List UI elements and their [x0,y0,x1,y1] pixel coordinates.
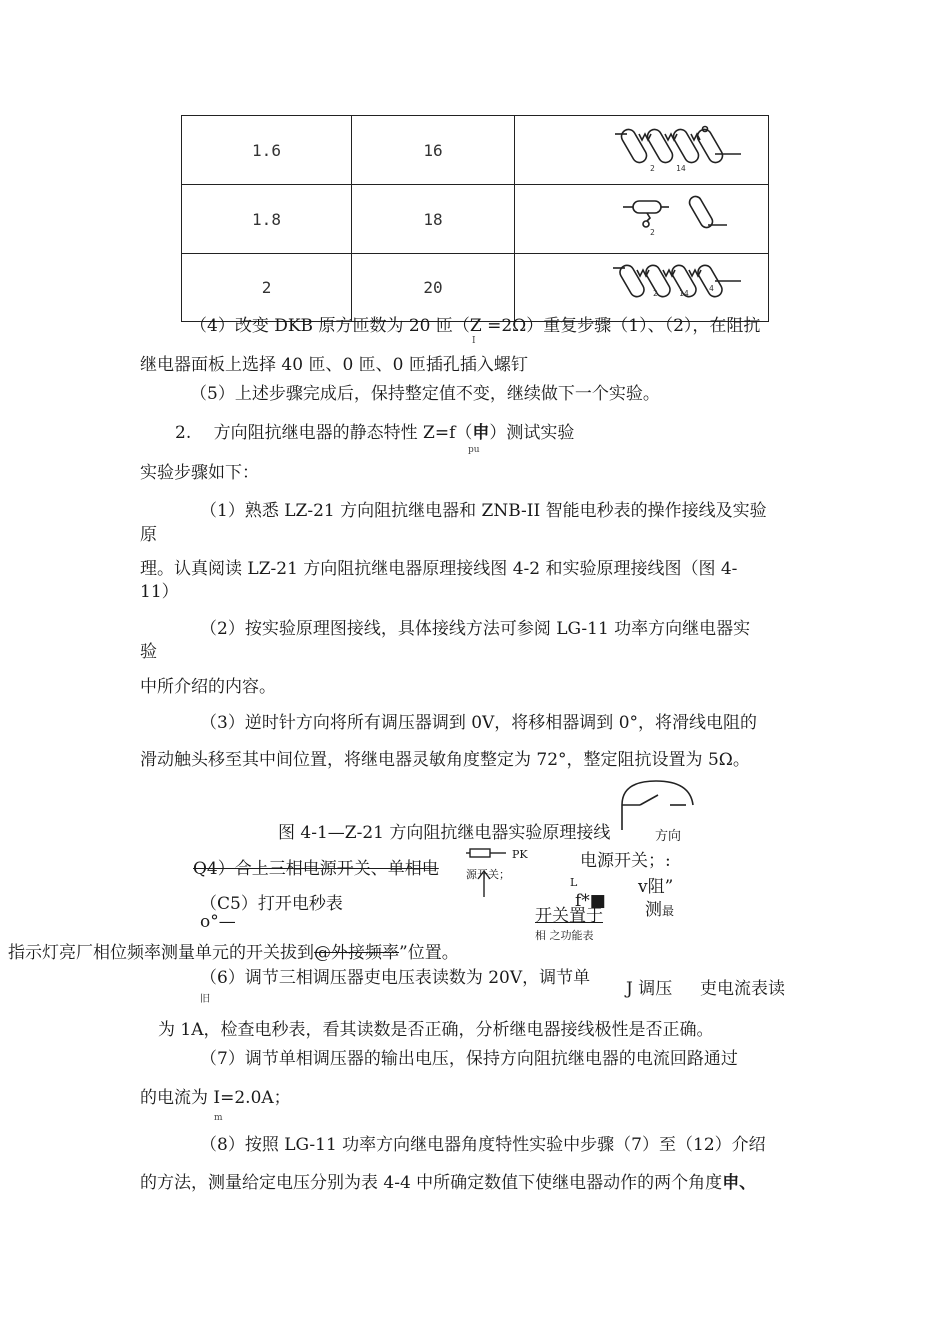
figure-label-direction: 方向 [655,829,682,844]
indicator-text-main: 指示灯亮厂相位频率测量单元的开关拔到 [8,943,314,963]
step-8-text-2-end: 申、 [722,1173,757,1193]
subscript: m [214,1113,223,1123]
indicator-text-end: ”位置。 [399,943,459,963]
step-5-fragment: （C5）打开电秒表 [200,894,343,914]
switch-position-text: 开关置于 [535,906,603,926]
figure-caption: 图 4-1—Z-21 方向阻抗继电器实验原理接线 [278,823,611,843]
table-cell: 16 [352,116,515,185]
step-7-text: （7）调节单相调压器的输出电压，保持方向阻抗继电器的电流回路通过 [200,1049,738,1069]
step-6-right-text: J 调压 [626,979,673,999]
table-row [182,185,769,254]
step-4-text: （4）改变 DKB 原方匝数为 20 匝（Z =2Ω）重复步骤（1）、（2），在阻抗 [190,316,761,336]
step-2-text: （2）按实验原理图接线，具体接线方法可参阅 LG-11 功率方向继电器实 [200,619,751,639]
figure-label: PK [512,848,528,861]
step-6-text: （6）调节三相调压器吏电压表读数为 20V，调节单 [200,968,591,988]
step-3-text-2: 滑动触头移至其中间位置，将继电器灵敏角度整定为 72°，整定阻抗设置为 5Ω。 [140,750,750,770]
step-6-right-text-2: 吏电流表读 [700,979,785,999]
step-8-text-2 [140,1172,756,1194]
subscript: I [472,336,476,346]
step-2-text-3: 中所介绍的内容。 [140,677,276,697]
step-4-fragment [193,858,439,880]
step-3-text: （3）逆时针方向将所有调压器调到 0V，将移相器调到 0°，将滑线电阻的 [200,713,758,733]
figure-label-L: L [570,876,578,889]
table-row [182,116,769,185]
coil-wiring-diagram [515,254,768,317]
table-row [182,254,769,322]
coil-wiring-diagram [515,185,768,249]
section-2-heading-text: 2. 方向阻抗继电器的静态特性 Z=f（ [175,423,473,443]
section-2-heading-end: ）测试实验 [489,423,575,443]
step-6-text-2: 为 1A，检查电秒表，看其读数是否正确，分析继电器接线极性是否正确。 [158,1020,714,1040]
coil-wiring-diagram [515,116,768,180]
step-8-text-2-main: 的方法，测量给定电压分别为表 4-4 中所确定数值下使继电器动作的两个角度 [140,1173,723,1193]
steps-intro: 实验步骤如下： [140,463,259,483]
measure-text: 测 [645,900,662,920]
step-6-below: 旧 [200,994,210,1005]
function-table-fragment: 相 之功能表 [535,929,594,942]
turns-table [181,115,769,322]
step-1-text: （1）熟悉 LZ-21 方向阻抗继电器和 ZNB-II 智能电秒表的操作接线及实验 [200,501,767,521]
table-cell: 1.6 [182,116,352,185]
wiring-diagram-cell [515,254,769,322]
diagram-label: 2 [650,164,655,173]
resistance-label: v阻” [638,877,674,897]
step-8-text: （8）按照 LG-11 功率方向继电器角度特性实验中步骤（7）至（12）介绍 [200,1135,766,1155]
table-cell: 18 [352,185,515,254]
step-4-continued-text: 继电器面板上选择 40 匝、0 匝、0 匝插孔插入螺钉 [140,355,528,375]
power-switch-text: 电源开关；: [580,851,671,871]
indicator-text-strike: @外接频率 [314,943,399,963]
table-cell: 2 [182,254,352,322]
wiring-diagram-cell [515,116,769,185]
step-2-text-2: 验 [140,642,157,662]
wiring-diagram-cell [515,185,769,254]
table-cell: 1.8 [182,185,352,254]
most-text: 最 [662,904,675,918]
step-1-text-3: 理。认真阅读 LZ-21 方向阻抗继电器原理接线图 4-2 和实验原理接线图（图 4- [140,559,738,579]
indicator-text [8,942,459,964]
step-4-mid-fragment: 源开关； [466,868,510,881]
diagram-label: 2 [650,228,655,237]
table-cell: 20 [352,254,515,322]
step-5-text: （5）上述步骤完成后，保持整定值不变，继续做下一个实验。 [190,384,660,404]
phi-symbol: 申 [472,423,490,443]
f-label: f*■ [575,891,606,911]
section-2-heading [175,422,574,444]
degree-fragment: o°— [200,912,236,932]
subscript: pu [468,445,480,455]
diagram-label: 14 [676,164,686,173]
step-1-text-2: 原 [140,525,157,545]
step-7-text-2: 的电流为 I=2.0A； [140,1088,291,1108]
measure-label [645,899,674,922]
diagram-label: 4 [709,284,714,293]
step-4-fragment-text: Q4）合上三相电源开关、单相电 [193,859,439,879]
step-1-text-4: 11） [140,582,179,602]
diagram-label: 2 [653,289,658,298]
diagram-label: 14 [679,289,689,298]
